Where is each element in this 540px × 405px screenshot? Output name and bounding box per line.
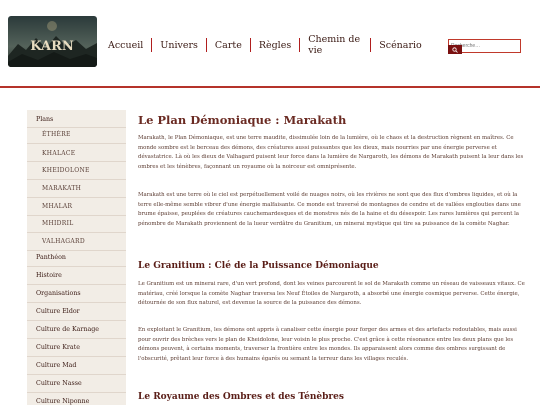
sidebar-divider: [27, 250, 126, 251]
sidebar: [27, 110, 126, 405]
site-logo[interactable]: [8, 16, 97, 67]
logo-text: KARN: [30, 39, 74, 54]
section-heading: Le Royaume des Ombres et des Ténèbres: [138, 392, 344, 402]
paragraph: Marakath, le Plan Démoniaque, est une terre maudite, dissimulée loin de la lumière, où le chaos et la destruction règnent en maîtres. Ce monde sombre est le berceau des démons, des créatures aussi puissantes que les dieux, mais nourries par une énergie perverse et dévastatrice. Là où les dieux de Valhagard puisent leur force dans la lumière de Nargaroth, les démons de Marakath puisent la leur dans les ombres et les ténèbres, façonnant un royaume où la noirceur est omniprésente.: [138, 135, 524, 170]
sidebar-item-culture-eldor[interactable]: Culture Eldor: [36, 308, 80, 315]
page-title: Le Plan Démoniaque : Marakath: [138, 113, 347, 127]
sidebar-item-plans[interactable]: Plans: [36, 116, 54, 123]
sidebar-item-pantheon[interactable]: Panthéon: [36, 254, 66, 261]
sidebar-divider: [27, 215, 126, 216]
sidebar-item-histoire[interactable]: Histoire: [36, 272, 62, 279]
sidebar-divider: [27, 143, 126, 144]
nav-univers[interactable]: Univers: [160, 39, 198, 51]
sidebar-divider: [27, 374, 126, 375]
sidebar-item-culture-karnage[interactable]: Culture de Karnage: [36, 326, 100, 333]
sidebar-item-mhidril[interactable]: MHIDRIL: [42, 220, 74, 227]
nav-accueil[interactable]: Accueil: [108, 39, 144, 51]
header-divider: [0, 86, 540, 88]
nav-chemin-de-vie[interactable]: Chemin de vie: [308, 34, 361, 56]
sidebar-divider: [27, 197, 126, 198]
sidebar-divider: [27, 284, 126, 285]
sidebar-item-culture-mad[interactable]: Culture Mad: [36, 362, 77, 369]
logo-image: [8, 16, 97, 67]
nav-regles[interactable]: Règles: [258, 39, 292, 51]
paragraph: Le Granitium est un minerai rare, d'un vert profond, dont les veines parcourent le sol de Marakath comme un réseau de vaisseaux vitaux. Ce matériau, créé lorsque la comète Naghar traversa les Neuf Étoiles de Nargaroth, a absorbé une énergie cosmique perverse. Cette énergie, détournée de son flux naturel, est devenue la source de la puissance des démons.: [138, 281, 525, 307]
sidebar-divider: [27, 356, 126, 357]
section-heading: Le Granitium : Clé de la Puissance Démoniaque: [138, 261, 379, 271]
sidebar-item-culture-nasse[interactable]: Culture Nasse: [36, 380, 82, 387]
sidebar-item-khalace[interactable]: KHALACE: [42, 150, 76, 157]
sidebar-divider: [27, 161, 126, 162]
search-button[interactable]: [448, 45, 462, 54]
sidebar-divider: [27, 302, 126, 303]
sidebar-divider: [27, 320, 126, 321]
sidebar-divider: [27, 232, 126, 233]
sidebar-divider: [27, 179, 126, 180]
sidebar-item-marakath[interactable]: MARAKATH: [42, 185, 82, 192]
sidebar-item-valhagard[interactable]: VALHAGARD: [42, 238, 85, 245]
sidebar-item-culture-krate[interactable]: Culture Krate: [36, 344, 80, 351]
search-icon: [452, 47, 458, 53]
sidebar-divider: [27, 127, 126, 128]
sidebar-item-mhalar[interactable]: MHALAR: [42, 203, 73, 210]
sidebar-divider: [27, 392, 126, 393]
nav-carte[interactable]: Carte: [214, 39, 242, 51]
sidebar-divider: [27, 266, 126, 267]
nav-scenario[interactable]: Scénario: [379, 39, 422, 51]
sidebar-item-culture-niponne[interactable]: Culture Niponne: [36, 398, 90, 405]
sidebar-divider: [27, 338, 126, 339]
paragraph: En exploitant le Granitium, les démons ont appris à canaliser cette énergie pour forger des armes et des artefacts redoutables, mais aussi pour ouvrir des brèches vers le plan de Kheidolone, leur voisin le plus proche. C'est grâce à cette résonance entre les deux plans que les démons peuvent, à certains moments, traverser la frontière entre les mondes. Ils apparaissent alors comme des ombres surgissant de l'obscurité, prêtant leur force à des humains égarés ou semant la terreur dans les villages reculés.: [138, 327, 517, 362]
paragraph: Marakath est une terre où le ciel est perpétuellement voilé de nuages noirs, où les rivières ne sont que des flux d'ombres liquides, et où la terre elle-même semble vibrer d'une énergie malfaisante. Ce monde est traversé de montagnes de cendre et de vallées englouties dans une brume épaisse, peuplées de créatures cauchemardesques et de monstres nés de la haine et du désespoir. Les rares lumières qui percent la pénombre de Marakath proviennent de la lueur verdâtre du Granitium, un minerai mystique qui tire sa puissance de la comète Naghar.: [138, 192, 521, 227]
sidebar-item-organisations[interactable]: Organisations: [36, 290, 81, 297]
site-header: [0, 0, 540, 82]
sidebar-item-kheidolone[interactable]: KHEIDOLONE: [42, 167, 90, 174]
main-nav: [100, 30, 430, 60]
sidebar-item-ethere[interactable]: ÉTHÈRE: [42, 131, 71, 138]
search-form: [448, 32, 521, 53]
